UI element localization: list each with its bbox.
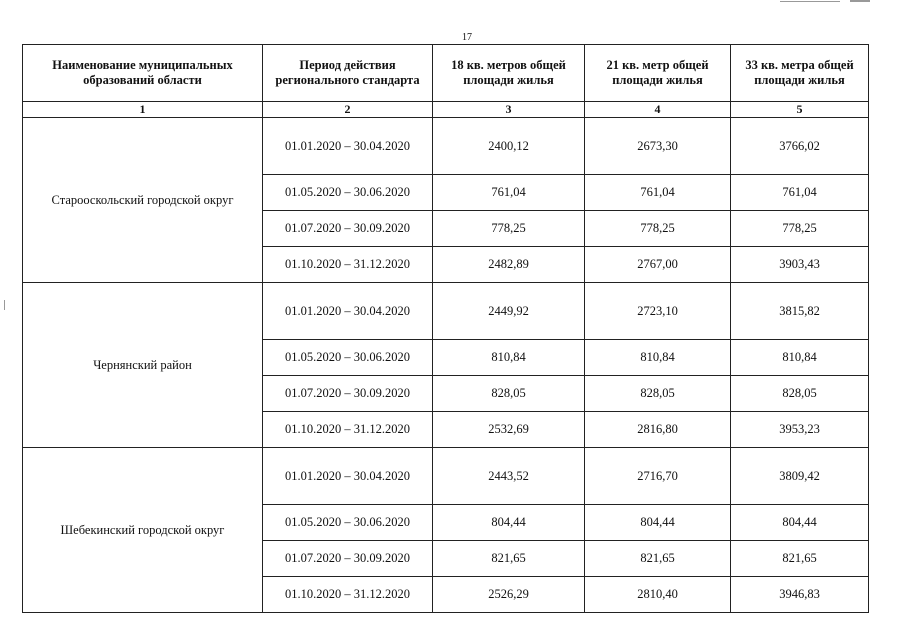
value-33-sqm: 3809,42 [731, 448, 869, 505]
value-21-sqm: 778,25 [585, 211, 731, 247]
value-21-sqm: 2767,00 [585, 247, 731, 283]
value-18-sqm: 821,65 [433, 541, 585, 577]
column-number-row [23, 102, 869, 118]
header-33-sqm: 33 кв. метра общей площади жилья [731, 45, 869, 102]
value-33-sqm: 778,25 [731, 211, 869, 247]
period-cell: 01.01.2020 – 30.04.2020 [263, 448, 433, 505]
period-cell: 01.10.2020 – 31.12.2020 [263, 412, 433, 448]
period-cell: 01.10.2020 – 31.12.2020 [263, 577, 433, 613]
header-municipality: Наименование муниципальных образований области [23, 45, 263, 102]
value-18-sqm: 2482,89 [433, 247, 585, 283]
value-21-sqm: 2673,30 [585, 118, 731, 175]
value-18-sqm: 2532,69 [433, 412, 585, 448]
period-cell: 01.05.2020 – 30.06.2020 [263, 505, 433, 541]
column-number: 1 [23, 102, 263, 118]
period-cell: 01.01.2020 – 30.04.2020 [263, 283, 433, 340]
value-33-sqm: 3953,23 [731, 412, 869, 448]
table-row [23, 448, 869, 505]
value-21-sqm: 821,65 [585, 541, 731, 577]
value-21-sqm: 828,05 [585, 376, 731, 412]
value-33-sqm: 761,04 [731, 175, 869, 211]
value-33-sqm: 3766,02 [731, 118, 869, 175]
housing-standard-table [22, 44, 869, 613]
value-18-sqm: 2443,52 [433, 448, 585, 505]
value-33-sqm: 804,44 [731, 505, 869, 541]
value-21-sqm: 804,44 [585, 505, 731, 541]
table-row [23, 118, 869, 175]
page-number: 17 [462, 32, 472, 43]
value-33-sqm: 3815,82 [731, 283, 869, 340]
header-18-sqm: 18 кв. метров общей площади жилья [433, 45, 585, 102]
value-21-sqm: 2816,80 [585, 412, 731, 448]
column-number: 4 [585, 102, 731, 118]
value-18-sqm: 761,04 [433, 175, 585, 211]
column-number: 2 [263, 102, 433, 118]
value-18-sqm: 2449,92 [433, 283, 585, 340]
value-33-sqm: 828,05 [731, 376, 869, 412]
table-row [23, 283, 869, 340]
value-21-sqm: 2716,70 [585, 448, 731, 505]
period-cell: 01.10.2020 – 31.12.2020 [263, 247, 433, 283]
value-33-sqm: 3946,83 [731, 577, 869, 613]
value-21-sqm: 2810,40 [585, 577, 731, 613]
value-33-sqm: 821,65 [731, 541, 869, 577]
value-21-sqm: 810,84 [585, 340, 731, 376]
scan-mark [780, 1, 840, 2]
period-cell: 01.07.2020 – 30.09.2020 [263, 211, 433, 247]
header-21-sqm: 21 кв. метр общей площади жилья [585, 45, 731, 102]
column-number: 3 [433, 102, 585, 118]
value-18-sqm: 828,05 [433, 376, 585, 412]
scan-mark [4, 300, 5, 310]
period-cell: 01.01.2020 – 30.04.2020 [263, 118, 433, 175]
value-18-sqm: 2526,29 [433, 577, 585, 613]
value-18-sqm: 810,84 [433, 340, 585, 376]
period-cell: 01.07.2020 – 30.09.2020 [263, 541, 433, 577]
column-number: 5 [731, 102, 869, 118]
value-21-sqm: 761,04 [585, 175, 731, 211]
value-18-sqm: 778,25 [433, 211, 585, 247]
period-cell: 01.05.2020 – 30.06.2020 [263, 175, 433, 211]
municipality-name: Чернянский район [23, 283, 263, 448]
value-21-sqm: 2723,10 [585, 283, 731, 340]
municipality-name: Старооскольский городской округ [23, 118, 263, 283]
header-row [23, 45, 869, 102]
value-33-sqm: 3903,43 [731, 247, 869, 283]
period-cell: 01.07.2020 – 30.09.2020 [263, 376, 433, 412]
value-18-sqm: 804,44 [433, 505, 585, 541]
period-cell: 01.05.2020 – 30.06.2020 [263, 340, 433, 376]
municipality-name: Шебекинский городской округ [23, 448, 263, 613]
header-period: Период действия регионального стандарта [263, 45, 433, 102]
scan-mark [850, 0, 870, 2]
value-18-sqm: 2400,12 [433, 118, 585, 175]
value-33-sqm: 810,84 [731, 340, 869, 376]
